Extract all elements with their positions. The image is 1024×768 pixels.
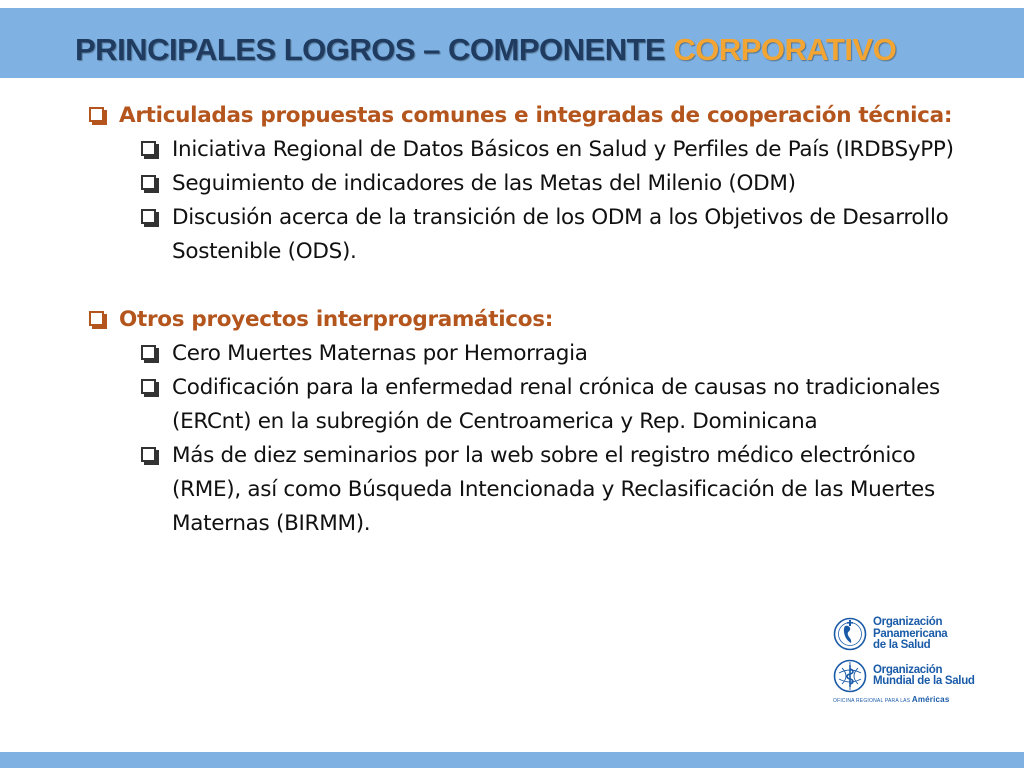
paho-logo (833, 617, 947, 652)
list-item (89, 167, 969, 201)
paho-name-line3: de la Salud (873, 639, 931, 651)
section-heading-text: Articuladas propuestas comunes e integradas de cooperación técnica: (119, 103, 953, 128)
checkbox-bullet-icon (141, 209, 156, 224)
checkbox-bullet-icon (89, 311, 104, 326)
regional-office-region: Américas (911, 695, 950, 704)
list-item (89, 371, 969, 439)
checkbox-bullet-icon (141, 175, 156, 190)
section-spacer (89, 269, 969, 303)
checkbox-bullet-icon (141, 345, 156, 360)
title-main: PRINCIPALES LOGROS – COMPONENTE (75, 32, 666, 67)
checkbox-bullet-icon (89, 107, 104, 122)
section-heading-cooperation (89, 99, 969, 133)
list-item (89, 337, 969, 371)
who-name-line1: Organización (873, 663, 943, 676)
section-heading-text: Otros proyectos interprogramáticos: (119, 307, 554, 332)
paho-name-line2: Panamericana (873, 627, 948, 640)
list-item-text: Cero Muertes Maternas por Hemorragia (172, 341, 588, 366)
paho-who-logo (833, 617, 973, 707)
list-item-text: Discusión acerca de la transición de los ODM a los Objetivos de Desarrollo Sostenible (ODS). (172, 205, 949, 264)
list-item (89, 439, 969, 541)
checkbox-bullet-icon (141, 379, 156, 394)
checkbox-bullet-icon (141, 447, 156, 462)
list-item (89, 133, 969, 167)
list-item-text: Seguimiento de indicadores de las Metas del Milenio (ODM) (172, 171, 796, 196)
bullet-list (89, 99, 969, 541)
section-heading-interprogram (89, 303, 969, 337)
who-logo (833, 659, 975, 693)
who-name-line2: Mundial de la Salud (873, 675, 975, 687)
list-item-text: Más de diez seminarios por la web sobre el registro médico electrónico (RME), así como Búsqueda Intencionada y Reclasificación de las Muertes Maternas (BIRMM). (172, 443, 935, 536)
who-emblem-icon (833, 659, 867, 693)
slide-title (75, 34, 896, 65)
footer-bar (0, 752, 1024, 768)
list-item-text: Codificación para la enfermedad renal crónica de causas no tradicionales (ERCnt) en la subregión de Centroamerica y Rep. Dominicana (172, 375, 940, 434)
list-item-text: Iniciativa Regional de Datos Básicos en Salud y Perfiles de País (IRDBSyPP) (172, 137, 954, 162)
paho-globe-icon (833, 617, 867, 651)
list-item (89, 201, 969, 269)
regional-office-label (833, 695, 949, 704)
title-accent: CORPORATIVO (673, 32, 897, 67)
paho-name-line1: Organización (873, 616, 943, 628)
header-bar (0, 8, 1024, 78)
checkbox-bullet-icon (141, 141, 156, 156)
regional-office-small: OFICINA REGIONAL PARA LAS (833, 698, 911, 704)
